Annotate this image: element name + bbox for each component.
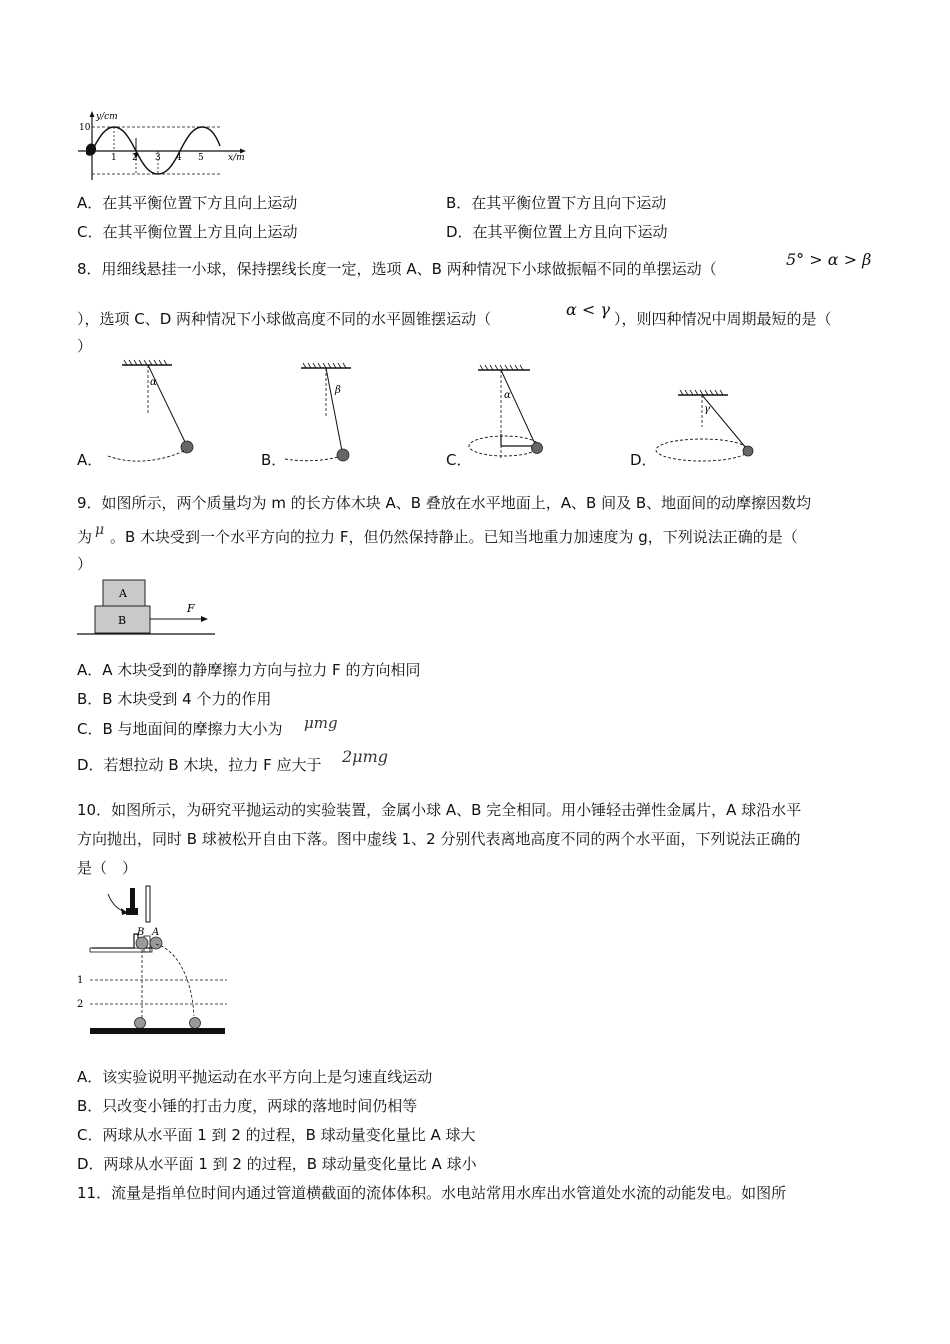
q10-option-c: C．两球从水平面 1 到 2 的过程，B 球动量变化量比 A 球大 xyxy=(77,1126,476,1144)
ball-a-label: A xyxy=(152,927,160,938)
q7-option-b: B．在其平衡位置下方且向下运动 xyxy=(446,194,667,212)
q7-option-c: C．在其平衡位置上方且向上运动 xyxy=(77,223,298,241)
q10-stem-line2: 方向抛出，同时 B 球被松开自由下落。图中虚线 1、2 分别代表离地高度不同的两个水平面，下列说法正确的 xyxy=(77,830,801,848)
q8-stem-line1: 8．用细线悬挂一小球，保持摆线长度一定，选项 A、B 两种情况下小球做振幅不同的单摆运动（ xyxy=(77,260,717,278)
graph-x-tick: 4 xyxy=(176,153,182,163)
pendulum-c-figure xyxy=(468,360,578,470)
q9-option-d-math: 2μmg xyxy=(342,747,388,766)
q9-option-d: D．若想拉动 B 木块，拉力 F 应大于 xyxy=(77,756,322,774)
pendulum-a-figure xyxy=(100,358,210,468)
q8-option-b: B． xyxy=(261,451,287,469)
q9-option-c: C．B 与地面间的摩擦力大小为 xyxy=(77,720,283,738)
pendulum-d-figure xyxy=(650,385,760,470)
q9-option-a: A．A 木块受到的静摩擦力方向与拉力 F 的方向相同 xyxy=(77,661,421,679)
q7-option-a: A．在其平衡位置下方且向上运动 xyxy=(77,194,298,212)
q9-mu: μ xyxy=(95,522,105,538)
angle-label: β xyxy=(335,385,341,396)
graph-x-tick: 1 xyxy=(111,153,117,163)
q10-option-b: B．只改变小锤的打击力度，两球的落地时间仍相等 xyxy=(77,1097,418,1115)
q11-stem-line1: 11．流量是指单位时间内通过管道横截面的流体体积。水电站常用水库出水管道处水流的动能发电。如图所 xyxy=(77,1184,787,1202)
q7-option-d: D．在其平衡位置上方且向下运动 xyxy=(446,223,668,241)
graph-y-tick: 10 xyxy=(79,123,91,133)
q9-stem-line2b: 。B 木块受到一个水平方向的拉力 F，但仍然保持静止。已知当地重力加速度为 g，下列说法正确的是（ xyxy=(110,528,798,546)
q8-condition-2: α < γ xyxy=(566,300,610,319)
block-a-label: A xyxy=(119,587,127,600)
force-label: F xyxy=(187,602,195,615)
q8-condition-1: 5° > α > β xyxy=(786,250,872,269)
blocks-figure xyxy=(75,575,225,640)
q9-option-b: B．B 木块受到 4 个力的作用 xyxy=(77,690,272,708)
angle-label: α xyxy=(504,390,511,401)
graph-x-tick: 5 xyxy=(198,153,204,163)
q8-option-a: A． xyxy=(77,451,103,469)
q10-option-a: A．该实验说明平抛运动在水平方向上是匀速直线运动 xyxy=(77,1068,433,1086)
ball-b-label: B xyxy=(137,927,145,938)
q8-option-d: D． xyxy=(630,451,657,469)
q8-stem-line2b: ），则四种情况中周期最短的是（ xyxy=(614,310,832,328)
angle-label: α xyxy=(150,377,157,388)
wave-graph xyxy=(70,108,260,188)
q9-stem-line2a: 为 xyxy=(77,528,93,546)
projectile-apparatus-figure xyxy=(72,878,232,1038)
q8-stem-line2a: ），选项 C、D 两种情况下小球做高度不同的水平圆锥摆运动（ xyxy=(77,310,492,328)
graph-x-label: x/m xyxy=(228,153,245,163)
q8-option-c: C． xyxy=(446,451,472,469)
graph-y-label: y/cm xyxy=(96,112,118,122)
block-b-label: B xyxy=(118,614,127,627)
q8-stem-line3: ） xyxy=(77,337,93,355)
q10-stem-line3: 是（ ） xyxy=(77,859,138,877)
q10-stem-line1: 10．如图所示，为研究平抛运动的实验装置，金属小球 A、B 完全相同。用小锤轻击弹性金属片，A 球沿水平 xyxy=(77,801,802,819)
q9-stem-line1: 9．如图所示，两个质量均为 m 的长方体木块 A、B 叠放在水平地面上，A、B 间及 B、地面间的动摩擦因数均 xyxy=(77,494,812,512)
pendulum-b-figure xyxy=(283,358,373,468)
q9-option-c-math: μmg xyxy=(304,714,338,732)
plane-1-label: 1 xyxy=(77,975,84,986)
q10-option-d: D．两球从水平面 1 到 2 的过程，B 球动量变化量比 A 球小 xyxy=(77,1155,477,1173)
graph-x-tick: 2 xyxy=(132,153,138,163)
graph-x-tick: 3 xyxy=(155,153,161,163)
angle-label: γ xyxy=(704,404,710,415)
plane-2-label: 2 xyxy=(77,999,84,1010)
q9-stem-line3: ） xyxy=(77,555,93,573)
